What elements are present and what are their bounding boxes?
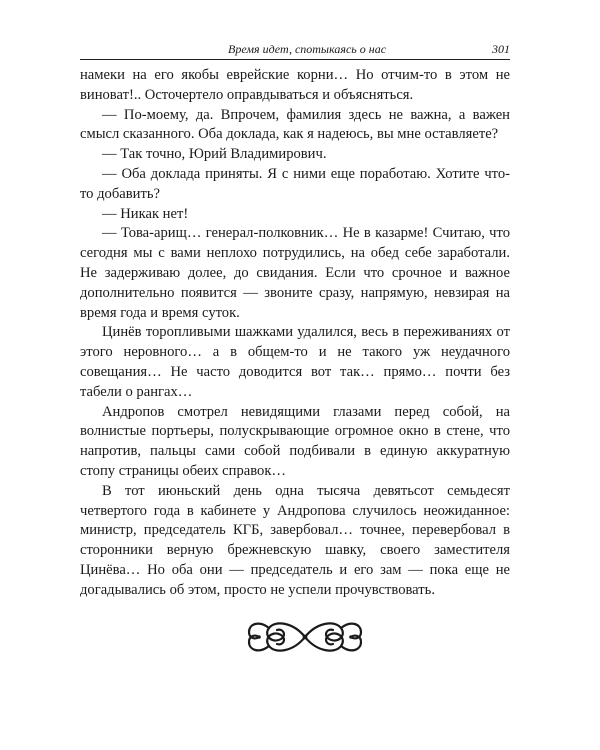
paragraph-4: — Оба доклада приняты. Я с ними еще поработаю. Хотите что-то добавить? xyxy=(80,165,510,202)
flourish-ornament-icon xyxy=(245,612,365,662)
paragraph-8: Андропов смотрел невидящими глазами перед собой, на волнистые портьеры, полускрывающие огромное окно в стене, что напротив, пальцы сами собой подбивали в единую аккуратную стопу страницы обеих справок… xyxy=(80,403,510,479)
running-title: Время идет, спотыкаясь о нас xyxy=(228,42,387,56)
paragraph-9: В тот июньский день одна тысяча девятьсот семьдесят четвертого года в кабинете у Андропова случилось неожиданное: министр, председатель КГБ, завербовал… точнее, перевербовал в сторонники верную брежневскую шавку, своего заместителя Цинёва… Но оба они — председатель и его зам — пока еще не догадывались об этом, просто не успели прочувствовать. xyxy=(80,482,510,598)
paragraph-3: — Так точно, Юрий Владимирович. xyxy=(102,146,327,163)
header-rule xyxy=(80,59,510,60)
paragraph-7: Цинёв торопливыми шажками удалился, весь в переживаниях от этого неровного… а в общем-то и не такого уж неудачного совещания… Не часто доводится вот так… прямо… почти без табели о рангах… xyxy=(80,324,510,400)
body-text xyxy=(80,66,510,601)
paragraph-6: — Това-арищ… генерал-полковник… Не в казарме! Считаю, что сегодня мы с вами неплохо потрудились, на обед себе заработали. Не задерживаю долее, до свидания. Если что срочное и важное дополнительно появится — звоните сразу, напрямую, невзирая на время года и время суток. xyxy=(80,225,510,321)
running-head xyxy=(80,40,510,58)
paragraph-5: — Никак нет! xyxy=(102,205,189,222)
page-number: 301 xyxy=(492,42,510,56)
paragraph-1: намеки на его якобы еврейские корни… Но отчим-то в этом не виноват!.. Осточертело оправдываться и объясняться. xyxy=(80,67,510,103)
paragraph-2: — По-моему, да. Впрочем, фамилия здесь не важна, а важен смысл сказанного. Оба доклада, как я надеюсь, вы мне оставляете? xyxy=(80,106,510,143)
